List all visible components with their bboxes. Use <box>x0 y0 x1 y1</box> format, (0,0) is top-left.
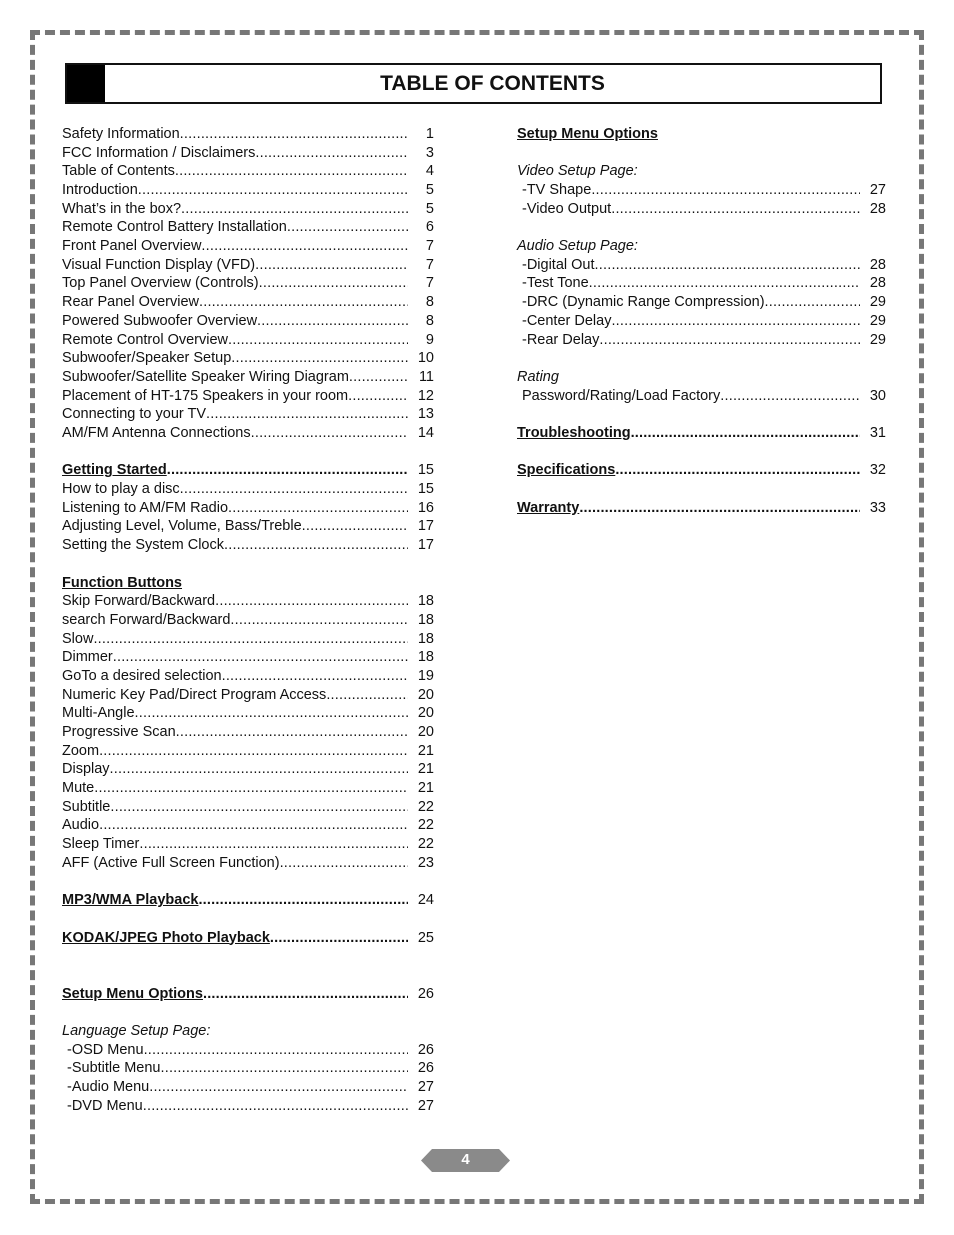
toc-entry-page: 16 <box>417 499 434 516</box>
dot-leader <box>579 499 860 518</box>
toc-section-entry[interactable] <box>517 461 886 480</box>
toc-entry-page: 27 <box>417 1097 434 1114</box>
toc-entry[interactable] <box>517 331 886 350</box>
spacer <box>62 443 434 462</box>
toc-entry-label: Dimmer <box>62 649 113 666</box>
toc-entry-label: Front Panel Overview <box>62 238 202 255</box>
dot-leader <box>280 854 408 873</box>
spacer <box>62 873 434 892</box>
toc-entry[interactable] <box>62 368 434 387</box>
toc-entry-page: 26 <box>417 1041 434 1058</box>
toc-entry-label: -Center Delay <box>522 312 612 329</box>
toc-entry-label: search Forward/Backward <box>62 611 231 628</box>
dot-leader <box>251 424 408 443</box>
toc-entry[interactable] <box>517 275 886 294</box>
toc-entry-label: -Subtitle Menu <box>67 1060 161 1077</box>
dot-leader <box>203 985 408 1004</box>
toc-entry-page: 28 <box>869 275 886 292</box>
toc-entry[interactable] <box>62 200 434 219</box>
toc-entry-label: Remote Control Battery Installation <box>62 219 287 236</box>
toc-entry-label: Password/Rating/Load Factory <box>522 387 721 404</box>
toc-entry[interactable] <box>62 499 434 518</box>
toc-entry-page: 22 <box>417 817 434 834</box>
toc-entry[interactable] <box>517 200 886 219</box>
toc-entry-page: 21 <box>417 761 434 778</box>
toc-entry-label: -DRC (Dynamic Range Compression) <box>522 294 765 311</box>
toc-entry-label: Adjusting Level, Volume, Bass/Treble <box>62 518 302 535</box>
dot-leader <box>110 760 408 779</box>
toc-entry-label: Remote Control Overview <box>62 331 228 348</box>
toc-entry-page: 13 <box>417 406 434 423</box>
spacer <box>517 218 886 237</box>
dot-leader <box>94 779 408 798</box>
toc-entry-label: Listening to AM/FM Radio <box>62 499 229 516</box>
dot-leader <box>348 387 408 406</box>
toc-entry-label: Setting the System Clock <box>62 537 224 554</box>
toc-entry-page: 22 <box>417 836 434 853</box>
dot-leader <box>589 274 860 293</box>
toc-entry-label: Numeric Key Pad/Direct Program Access <box>62 686 327 703</box>
page-number: 4 <box>461 1151 470 1168</box>
toc-entry-label: GoTo a desired selection <box>62 667 222 684</box>
toc-entry[interactable] <box>62 480 434 499</box>
dot-leader <box>222 667 408 686</box>
dot-leader <box>198 891 408 910</box>
dot-leader <box>144 1041 408 1060</box>
toc-entry-label: Sleep Timer <box>62 836 140 853</box>
toc-entry-page: 29 <box>869 331 886 348</box>
toc-entry[interactable] <box>62 1097 434 1116</box>
toc-entry-page: 20 <box>417 723 434 740</box>
toc-entry-page: 25 <box>417 929 434 946</box>
toc-entry-label: AM/FM Antenna Connections <box>62 424 251 441</box>
toc-entry[interactable] <box>62 798 434 817</box>
toc-entry-label: Audio <box>62 817 100 834</box>
toc-entry-label: Slow <box>62 630 94 647</box>
toc-entry-page: 18 <box>417 611 434 628</box>
toc-section-entry[interactable] <box>62 461 434 480</box>
toc-entry-label: Progressive Scan <box>62 723 176 740</box>
toc-entry-label: Safety Information <box>62 125 180 142</box>
toc-entry-page: 1 <box>425 125 434 142</box>
toc-entry-label: Table of Contents <box>62 163 175 180</box>
toc-entry-page: 27 <box>869 182 886 199</box>
dot-leader <box>595 256 860 275</box>
spacer <box>62 1003 434 1022</box>
toc-entry-label: Connecting to your TV <box>62 406 207 423</box>
toc-entry[interactable] <box>62 517 434 536</box>
dot-leader <box>167 461 408 480</box>
toc-right-column <box>517 125 886 517</box>
toc-entry[interactable] <box>62 125 434 144</box>
toc-entry-label: Troubleshooting <box>517 424 631 441</box>
toc-entry-page: 7 <box>425 256 434 273</box>
toc-entry[interactable] <box>62 592 434 611</box>
toc-entry-page: 12 <box>417 387 434 404</box>
dot-leader <box>228 499 408 518</box>
toc-entry-label: Skip Forward/Backward <box>62 593 216 610</box>
toc-entry[interactable] <box>62 181 434 200</box>
toc-entry-label: Rear Panel Overview <box>62 294 199 311</box>
dot-leader <box>259 274 408 293</box>
dot-leader <box>228 331 408 350</box>
toc-entry-page: 15 <box>417 481 434 498</box>
spacer <box>62 947 434 984</box>
toc-entry-label: Visual Function Display (VFD) <box>62 256 256 273</box>
toc-entry-page: 17 <box>417 537 434 554</box>
spacer <box>517 480 886 499</box>
dot-leader <box>176 723 408 742</box>
toc-entry-label: -Video Output <box>522 200 612 217</box>
dot-leader <box>215 592 408 611</box>
toc-entry-label: Introduction <box>62 182 138 199</box>
spacer <box>517 349 886 368</box>
dot-leader <box>302 517 408 536</box>
toc-entry-page: 18 <box>417 649 434 666</box>
toc-entry[interactable] <box>62 667 434 686</box>
toc-section-entry[interactable] <box>62 891 434 910</box>
dot-leader <box>255 144 408 163</box>
dot-leader <box>255 256 408 275</box>
toc-entry[interactable] <box>62 162 434 181</box>
toc-entry[interactable] <box>62 1059 434 1078</box>
toc-entry-label: -DVD Menu <box>67 1097 143 1114</box>
toc-entry[interactable] <box>62 742 434 761</box>
toc-entry-label: Setup Menu Options <box>62 985 203 1002</box>
toc-entry-page: 26 <box>417 985 434 1002</box>
toc-entry[interactable] <box>62 686 434 705</box>
toc-entry-page: 21 <box>417 742 434 759</box>
toc-entry-page: 26 <box>417 1060 434 1077</box>
toc-entry-label: Subtitle <box>62 798 111 815</box>
toc-entry-page: 20 <box>417 686 434 703</box>
toc-entry-page: 5 <box>425 200 434 217</box>
dot-leader <box>231 349 408 368</box>
toc-entry[interactable] <box>62 760 434 779</box>
toc-entry[interactable] <box>62 723 434 742</box>
toc-entry-label: Getting Started <box>62 462 167 479</box>
subsection-heading: Rating <box>517 368 559 385</box>
toc-entry[interactable] <box>62 275 434 294</box>
dot-leader <box>201 237 408 256</box>
subsection-heading: Language Setup Page: <box>62 1023 211 1040</box>
toc-entry[interactable] <box>62 835 434 854</box>
spacer <box>517 443 886 462</box>
toc-entry-page: 31 <box>869 424 886 441</box>
toc-entry-page: 18 <box>417 630 434 647</box>
section-heading[interactable]: Setup Menu Options <box>517 126 658 142</box>
toc-entry-label: -Digital Out <box>522 256 595 273</box>
toc-entry-page: 4 <box>425 163 434 180</box>
dot-leader <box>99 816 408 835</box>
toc-section-entry[interactable] <box>62 929 434 948</box>
toc-entry-label: -TV Shape <box>522 182 592 199</box>
dot-leader <box>180 125 408 144</box>
toc-entry-page: 18 <box>417 593 434 610</box>
toc-entry-label: -Rear Delay <box>522 331 600 348</box>
dot-leader <box>349 368 408 387</box>
dot-leader <box>611 200 860 219</box>
dot-leader <box>591 181 860 200</box>
dot-leader <box>175 162 408 181</box>
toc-entry-page: 23 <box>417 854 434 871</box>
spacer <box>517 144 886 163</box>
subsection-heading: Video Setup Page: <box>517 163 638 180</box>
toc-entry[interactable] <box>62 312 434 331</box>
title-black-block <box>67 65 105 102</box>
toc-entry-label: Multi-Angle <box>62 705 135 722</box>
toc-entry-label: -Test Tone <box>522 275 589 292</box>
toc-entry-label: AFF (Active Full Screen Function) <box>62 854 280 871</box>
dot-leader <box>199 293 408 312</box>
toc-entry-label: Warranty <box>517 499 580 516</box>
dot-leader <box>93 630 408 649</box>
toc-entry-label: What’s in the box? <box>62 200 182 217</box>
toc-entry[interactable] <box>62 424 434 443</box>
toc-entry-page: 32 <box>869 462 886 479</box>
dot-leader <box>599 331 860 350</box>
toc-entry[interactable] <box>62 1078 434 1097</box>
toc-entry-page: 7 <box>425 275 434 292</box>
toc-entry[interactable] <box>517 387 886 406</box>
dot-leader <box>206 405 408 424</box>
toc-entry-page: 20 <box>417 705 434 722</box>
dot-leader <box>99 742 408 761</box>
dot-leader <box>138 181 408 200</box>
toc-entry-label: Subwoofer/Satellite Speaker Wiring Diagram <box>62 368 349 385</box>
toc-entry-page: 8 <box>425 294 434 311</box>
toc-entry-page: 33 <box>869 499 886 516</box>
dot-leader <box>143 1097 408 1116</box>
toc-entry-label: -OSD Menu <box>67 1041 144 1058</box>
dot-leader <box>720 387 860 406</box>
toc-entry[interactable] <box>62 293 434 312</box>
toc-entry-page: 7 <box>425 238 434 255</box>
spacer <box>517 405 886 424</box>
toc-entry[interactable] <box>62 405 434 424</box>
toc-entry-page: 22 <box>417 798 434 815</box>
toc-entry-label: MP3/WMA Playback <box>62 892 199 909</box>
toc-entry[interactable] <box>62 1041 434 1060</box>
toc-entry[interactable] <box>62 779 434 798</box>
toc-entry-page: 15 <box>417 462 434 479</box>
page-number-badge <box>421 1149 510 1172</box>
toc-entry[interactable] <box>62 536 434 555</box>
dot-leader <box>181 200 408 219</box>
toc-entry-page: 5 <box>425 182 434 199</box>
toc-section-entry[interactable] <box>517 499 886 518</box>
dot-leader <box>631 424 860 443</box>
toc-entry-label: Powered Subwoofer Overview <box>62 312 258 329</box>
toc-entry[interactable] <box>62 218 434 237</box>
toc-entry[interactable] <box>62 704 434 723</box>
toc-entry[interactable] <box>62 611 434 630</box>
dot-leader <box>287 218 408 237</box>
toc-entry[interactable] <box>517 312 886 331</box>
toc-entry-label: Top Panel Overview (Controls) <box>62 275 259 292</box>
toc-entry-label: Specifications <box>517 462 616 479</box>
toc-entry[interactable] <box>517 256 886 275</box>
toc-entry-label: Zoom <box>62 742 100 759</box>
toc-entry[interactable] <box>62 854 434 873</box>
dot-leader <box>257 312 408 331</box>
toc-entry-page: 19 <box>417 667 434 684</box>
toc-entry-page: 29 <box>869 294 886 311</box>
toc-entry-label: -Audio Menu <box>67 1079 150 1096</box>
dot-leader <box>110 798 408 817</box>
toc-entry-page: 6 <box>425 219 434 236</box>
toc-entry-page: 14 <box>417 424 434 441</box>
dot-leader <box>326 686 408 705</box>
dot-leader <box>161 1059 409 1078</box>
toc-entry[interactable] <box>62 331 434 350</box>
dot-leader <box>135 704 408 723</box>
toc-entry-page: 11 <box>418 368 434 385</box>
toc-section-entry[interactable] <box>517 424 886 443</box>
toc-entry-page: 29 <box>869 312 886 329</box>
dot-leader <box>180 480 408 499</box>
toc-entry[interactable] <box>62 144 434 163</box>
toc-entry-page: 24 <box>417 892 434 909</box>
dot-leader <box>270 929 408 948</box>
toc-entry[interactable] <box>62 256 434 275</box>
dot-leader <box>230 611 408 630</box>
toc-entry-page: 8 <box>425 312 434 329</box>
toc-entry-page: 17 <box>417 518 434 535</box>
toc-entry-page: 9 <box>425 331 434 348</box>
toc-entry[interactable] <box>62 387 434 406</box>
dot-leader <box>139 835 408 854</box>
page-title: TABLE OF CONTENTS <box>380 71 605 95</box>
toc-entry[interactable] <box>62 648 434 667</box>
toc-entry-page: 3 <box>425 144 434 161</box>
dot-leader <box>113 648 408 667</box>
dot-leader <box>149 1078 408 1097</box>
spacer <box>62 555 434 574</box>
dot-leader <box>611 312 860 331</box>
dot-leader <box>765 293 860 312</box>
toc-entry[interactable] <box>62 349 434 368</box>
toc-entry[interactable] <box>62 630 434 649</box>
dot-leader <box>224 536 408 555</box>
toc-entry-label: Subwoofer/Speaker Setup <box>62 350 232 367</box>
title-bar <box>65 63 882 104</box>
toc-entry-label: KODAK/JPEG Photo Playback <box>62 929 270 946</box>
toc-entry[interactable] <box>62 237 434 256</box>
toc-entry-page: 28 <box>869 200 886 217</box>
toc-entry-page: 28 <box>869 256 886 273</box>
toc-entry[interactable] <box>517 181 886 200</box>
toc-section-entry[interactable] <box>62 985 434 1004</box>
toc-entry-page: 21 <box>417 780 434 797</box>
toc-entry-page: 27 <box>417 1079 434 1096</box>
toc-entry-label: Placement of HT-175 Speakers in your room <box>62 387 349 404</box>
toc-entry[interactable] <box>62 816 434 835</box>
toc-entry-label: FCC Information / Disclaimers <box>62 144 256 161</box>
toc-entry-page: 30 <box>869 387 886 404</box>
toc-entry-label: Mute <box>62 780 95 797</box>
toc-entry-page: 10 <box>417 350 434 367</box>
toc-left-column <box>62 125 434 1115</box>
spacer <box>62 910 434 929</box>
dot-leader <box>615 461 860 480</box>
subsection-heading: Audio Setup Page: <box>517 238 638 255</box>
toc-entry-label: Display <box>62 761 110 778</box>
toc-entry[interactable] <box>517 293 886 312</box>
section-heading[interactable]: Function Buttons <box>62 574 183 591</box>
toc-entry-label: How to play a disc <box>62 481 180 498</box>
